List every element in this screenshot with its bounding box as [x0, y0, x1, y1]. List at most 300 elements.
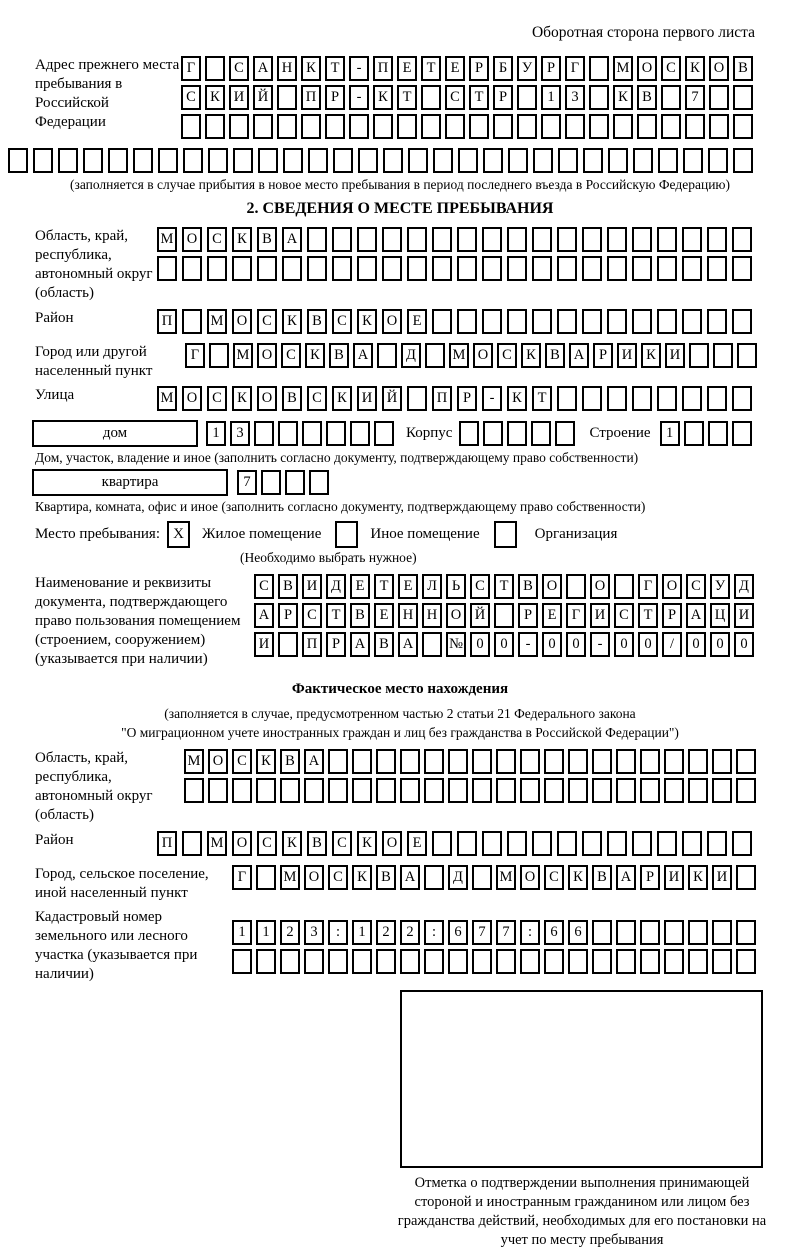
char-cell[interactable]: [357, 256, 377, 281]
char-cell[interactable]: [352, 749, 372, 774]
char-cell[interactable]: [207, 256, 227, 281]
char-cell[interactable]: [544, 949, 564, 974]
char-cell[interactable]: [657, 309, 677, 334]
char-cell[interactable]: 0: [686, 632, 706, 657]
char-cell[interactable]: [732, 386, 752, 411]
char-cell[interactable]: О: [304, 865, 324, 890]
char-cell[interactable]: [582, 309, 602, 334]
char-cell[interactable]: [382, 256, 402, 281]
char-cell[interactable]: 3: [304, 920, 324, 945]
char-cell[interactable]: [520, 778, 540, 803]
char-cell[interactable]: [457, 256, 477, 281]
char-cell[interactable]: К: [357, 831, 377, 856]
char-cell[interactable]: Ц: [710, 603, 730, 628]
char-cell[interactable]: С: [281, 343, 301, 368]
char-cell[interactable]: [445, 114, 465, 139]
char-cell[interactable]: [280, 949, 300, 974]
char-cell[interactable]: И: [302, 574, 322, 599]
char-cell[interactable]: [325, 114, 345, 139]
char-cell[interactable]: Д: [734, 574, 754, 599]
char-cell[interactable]: Й: [253, 85, 273, 110]
char-cell[interactable]: [658, 148, 678, 173]
char-cell[interactable]: 1: [206, 421, 226, 446]
char-cell[interactable]: И: [664, 865, 684, 890]
char-cell[interactable]: С: [470, 574, 490, 599]
char-cell[interactable]: К: [613, 85, 633, 110]
char-cell[interactable]: -: [482, 386, 502, 411]
char-cell[interactable]: Е: [542, 603, 562, 628]
char-cell[interactable]: [133, 148, 153, 173]
char-cell[interactable]: С: [328, 865, 348, 890]
char-cell[interactable]: [472, 865, 492, 890]
char-cell[interactable]: :: [520, 920, 540, 945]
char-cell[interactable]: С: [686, 574, 706, 599]
char-cell[interactable]: [496, 949, 516, 974]
char-cell[interactable]: В: [545, 343, 565, 368]
char-cell[interactable]: [557, 256, 577, 281]
char-cell[interactable]: [568, 949, 588, 974]
char-cell[interactable]: [328, 949, 348, 974]
char-cell[interactable]: [632, 309, 652, 334]
char-cell[interactable]: [432, 831, 452, 856]
char-cell[interactable]: [376, 749, 396, 774]
char-cell[interactable]: [424, 778, 444, 803]
char-cell[interactable]: [432, 309, 452, 334]
char-cell[interactable]: [708, 148, 728, 173]
checkbox-organization[interactable]: [494, 521, 517, 548]
char-cell[interactable]: П: [373, 56, 393, 81]
char-cell[interactable]: [205, 114, 225, 139]
char-cell[interactable]: [407, 227, 427, 252]
char-cell[interactable]: А: [254, 603, 274, 628]
char-cell[interactable]: [108, 148, 128, 173]
char-cell[interactable]: [357, 227, 377, 252]
char-cell[interactable]: [684, 421, 704, 446]
char-cell[interactable]: Т: [326, 603, 346, 628]
char-cell[interactable]: [233, 148, 253, 173]
char-cell[interactable]: [657, 386, 677, 411]
char-cell[interactable]: [448, 949, 468, 974]
char-cell[interactable]: 7: [685, 85, 705, 110]
char-cell[interactable]: [713, 343, 733, 368]
char-cell[interactable]: Т: [374, 574, 394, 599]
char-cell[interactable]: [256, 778, 276, 803]
char-cell[interactable]: [507, 831, 527, 856]
char-cell[interactable]: П: [157, 309, 177, 334]
char-cell[interactable]: Т: [421, 56, 441, 81]
char-cell[interactable]: [707, 309, 727, 334]
char-cell[interactable]: [407, 256, 427, 281]
char-cell[interactable]: [661, 114, 681, 139]
char-cell[interactable]: [592, 949, 612, 974]
char-cell[interactable]: В: [307, 831, 327, 856]
char-cell[interactable]: [533, 148, 553, 173]
char-cell[interactable]: [517, 114, 537, 139]
char-cell[interactable]: С: [497, 343, 517, 368]
char-cell[interactable]: [232, 256, 252, 281]
char-cell[interactable]: А: [398, 632, 418, 657]
char-cell[interactable]: О: [232, 831, 252, 856]
char-cell[interactable]: [616, 949, 636, 974]
char-cell[interactable]: О: [709, 56, 729, 81]
char-cell[interactable]: [682, 386, 702, 411]
char-cell[interactable]: [469, 114, 489, 139]
char-cell[interactable]: И: [617, 343, 637, 368]
char-cell[interactable]: [682, 831, 702, 856]
char-cell[interactable]: [566, 574, 586, 599]
char-cell[interactable]: [232, 778, 252, 803]
char-cell[interactable]: А: [282, 227, 302, 252]
char-cell[interactable]: Р: [326, 632, 346, 657]
char-cell[interactable]: П: [302, 632, 322, 657]
char-cell[interactable]: [707, 386, 727, 411]
char-cell[interactable]: [376, 949, 396, 974]
char-cell[interactable]: С: [207, 227, 227, 252]
char-cell[interactable]: О: [182, 386, 202, 411]
char-cell[interactable]: [736, 865, 756, 890]
char-cell[interactable]: [632, 227, 652, 252]
char-cell[interactable]: К: [282, 831, 302, 856]
char-cell[interactable]: М: [613, 56, 633, 81]
char-cell[interactable]: П: [157, 831, 177, 856]
char-cell[interactable]: [613, 114, 633, 139]
char-cell[interactable]: Д: [448, 865, 468, 890]
char-cell[interactable]: [689, 343, 709, 368]
char-cell[interactable]: [350, 421, 370, 446]
char-cell[interactable]: [376, 778, 396, 803]
char-cell[interactable]: [712, 949, 732, 974]
char-cell[interactable]: [209, 343, 229, 368]
char-cell[interactable]: [589, 114, 609, 139]
char-cell[interactable]: [256, 949, 276, 974]
char-cell[interactable]: [507, 227, 527, 252]
char-cell[interactable]: У: [517, 56, 537, 81]
char-cell[interactable]: [568, 778, 588, 803]
char-cell[interactable]: [328, 749, 348, 774]
char-cell[interactable]: [184, 778, 204, 803]
char-cell[interactable]: [425, 343, 445, 368]
char-cell[interactable]: [532, 227, 552, 252]
char-cell[interactable]: [494, 603, 514, 628]
char-cell[interactable]: [582, 386, 602, 411]
char-cell[interactable]: [459, 421, 479, 446]
char-cell[interactable]: Т: [397, 85, 417, 110]
char-cell[interactable]: -: [518, 632, 538, 657]
char-cell[interactable]: [507, 421, 527, 446]
char-cell[interactable]: С: [232, 749, 252, 774]
char-cell[interactable]: [557, 831, 577, 856]
char-cell[interactable]: [640, 778, 660, 803]
char-cell[interactable]: [664, 778, 684, 803]
char-cell[interactable]: [707, 831, 727, 856]
char-cell[interactable]: Г: [232, 865, 252, 890]
char-cell[interactable]: 6: [448, 920, 468, 945]
char-cell[interactable]: [280, 778, 300, 803]
char-cell[interactable]: Й: [382, 386, 402, 411]
char-cell[interactable]: [520, 949, 540, 974]
char-cell[interactable]: 7: [237, 470, 257, 495]
char-cell[interactable]: :: [328, 920, 348, 945]
char-cell[interactable]: М: [157, 227, 177, 252]
char-cell[interactable]: 1: [541, 85, 561, 110]
char-cell[interactable]: [182, 256, 202, 281]
char-cell[interactable]: [382, 227, 402, 252]
char-cell[interactable]: К: [301, 56, 321, 81]
char-cell[interactable]: [457, 309, 477, 334]
char-cell[interactable]: К: [232, 227, 252, 252]
char-cell[interactable]: [664, 749, 684, 774]
char-cell[interactable]: 2: [280, 920, 300, 945]
char-cell[interactable]: Н: [422, 603, 442, 628]
char-cell[interactable]: Е: [398, 574, 418, 599]
char-cell[interactable]: [332, 227, 352, 252]
char-cell[interactable]: [277, 114, 297, 139]
char-cell[interactable]: [328, 778, 348, 803]
char-cell[interactable]: [614, 574, 634, 599]
char-cell[interactable]: [472, 949, 492, 974]
char-cell[interactable]: [349, 114, 369, 139]
char-cell[interactable]: [532, 831, 552, 856]
char-cell[interactable]: [457, 227, 477, 252]
char-cell[interactable]: [33, 148, 53, 173]
char-cell[interactable]: [285, 470, 305, 495]
char-cell[interactable]: [482, 831, 502, 856]
char-cell[interactable]: А: [616, 865, 636, 890]
char-cell[interactable]: [352, 778, 372, 803]
char-cell[interactable]: А: [400, 865, 420, 890]
char-cell[interactable]: [632, 386, 652, 411]
char-cell[interactable]: 0: [566, 632, 586, 657]
char-cell[interactable]: [532, 256, 552, 281]
char-cell[interactable]: С: [544, 865, 564, 890]
char-cell[interactable]: [458, 148, 478, 173]
char-cell[interactable]: [632, 831, 652, 856]
char-cell[interactable]: К: [256, 749, 276, 774]
char-cell[interactable]: К: [305, 343, 325, 368]
char-cell[interactable]: [304, 778, 324, 803]
char-cell[interactable]: [632, 256, 652, 281]
char-cell[interactable]: [482, 227, 502, 252]
char-cell[interactable]: М: [207, 309, 227, 334]
char-cell[interactable]: В: [376, 865, 396, 890]
char-cell[interactable]: [707, 227, 727, 252]
char-cell[interactable]: 3: [230, 421, 250, 446]
char-cell[interactable]: К: [688, 865, 708, 890]
char-cell[interactable]: [358, 148, 378, 173]
char-cell[interactable]: [607, 227, 627, 252]
char-cell[interactable]: М: [496, 865, 516, 890]
char-cell[interactable]: Р: [493, 85, 513, 110]
char-cell[interactable]: Н: [277, 56, 297, 81]
char-cell[interactable]: [208, 778, 228, 803]
char-cell[interactable]: [557, 309, 577, 334]
char-cell[interactable]: [688, 949, 708, 974]
char-cell[interactable]: Г: [181, 56, 201, 81]
char-cell[interactable]: [589, 85, 609, 110]
char-cell[interactable]: О: [637, 56, 657, 81]
char-cell[interactable]: 0: [470, 632, 490, 657]
char-cell[interactable]: [712, 778, 732, 803]
char-cell[interactable]: Т: [469, 85, 489, 110]
char-cell[interactable]: [640, 920, 660, 945]
char-cell[interactable]: [664, 920, 684, 945]
char-cell[interactable]: [307, 227, 327, 252]
char-cell[interactable]: [457, 831, 477, 856]
char-cell[interactable]: 2: [400, 920, 420, 945]
char-cell[interactable]: [483, 421, 503, 446]
char-cell[interactable]: [736, 778, 756, 803]
char-cell[interactable]: Ь: [446, 574, 466, 599]
char-cell[interactable]: И: [665, 343, 685, 368]
char-cell[interactable]: [433, 148, 453, 173]
char-cell[interactable]: 1: [352, 920, 372, 945]
char-cell[interactable]: [377, 343, 397, 368]
char-cell[interactable]: О: [182, 227, 202, 252]
char-cell[interactable]: [657, 831, 677, 856]
char-cell[interactable]: К: [357, 309, 377, 334]
char-cell[interactable]: [326, 421, 346, 446]
char-cell[interactable]: [496, 749, 516, 774]
char-cell[interactable]: [582, 831, 602, 856]
char-cell[interactable]: О: [257, 386, 277, 411]
char-cell[interactable]: В: [518, 574, 538, 599]
char-cell[interactable]: [157, 256, 177, 281]
char-cell[interactable]: К: [232, 386, 252, 411]
char-cell[interactable]: [374, 421, 394, 446]
char-cell[interactable]: 1: [232, 920, 252, 945]
char-cell[interactable]: [304, 949, 324, 974]
char-cell[interactable]: [422, 632, 442, 657]
char-cell[interactable]: [708, 421, 728, 446]
char-cell[interactable]: [531, 421, 551, 446]
char-cell[interactable]: А: [686, 603, 706, 628]
char-cell[interactable]: С: [332, 831, 352, 856]
char-cell[interactable]: К: [685, 56, 705, 81]
char-cell[interactable]: Т: [532, 386, 552, 411]
char-cell[interactable]: [283, 148, 303, 173]
char-cell[interactable]: К: [352, 865, 372, 890]
char-cell[interactable]: [182, 309, 202, 334]
char-cell[interactable]: С: [307, 386, 327, 411]
char-cell[interactable]: С: [445, 85, 465, 110]
char-cell[interactable]: [737, 343, 757, 368]
char-cell[interactable]: [408, 148, 428, 173]
char-cell[interactable]: [432, 256, 452, 281]
char-cell[interactable]: С: [229, 56, 249, 81]
char-cell[interactable]: [229, 114, 249, 139]
char-cell[interactable]: [607, 256, 627, 281]
char-cell[interactable]: [308, 148, 328, 173]
char-cell[interactable]: О: [520, 865, 540, 890]
char-cell[interactable]: [424, 749, 444, 774]
char-cell[interactable]: С: [257, 309, 277, 334]
char-cell[interactable]: С: [181, 85, 201, 110]
char-cell[interactable]: О: [257, 343, 277, 368]
char-cell[interactable]: [448, 749, 468, 774]
char-cell[interactable]: К: [373, 85, 393, 110]
char-cell[interactable]: 0: [710, 632, 730, 657]
char-cell[interactable]: [352, 949, 372, 974]
char-cell[interactable]: В: [592, 865, 612, 890]
char-cell[interactable]: /: [662, 632, 682, 657]
char-cell[interactable]: [607, 309, 627, 334]
char-cell[interactable]: [407, 386, 427, 411]
char-cell[interactable]: С: [332, 309, 352, 334]
char-cell[interactable]: В: [257, 227, 277, 252]
char-cell[interactable]: А: [353, 343, 373, 368]
char-cell[interactable]: О: [208, 749, 228, 774]
char-cell[interactable]: [256, 865, 276, 890]
char-cell[interactable]: [181, 114, 201, 139]
char-cell[interactable]: В: [637, 85, 657, 110]
char-cell[interactable]: [183, 148, 203, 173]
char-cell[interactable]: [664, 949, 684, 974]
char-cell[interactable]: [568, 749, 588, 774]
char-cell[interactable]: [482, 256, 502, 281]
char-cell[interactable]: [607, 386, 627, 411]
char-cell[interactable]: [258, 148, 278, 173]
char-cell[interactable]: Е: [445, 56, 465, 81]
char-cell[interactable]: [397, 114, 417, 139]
char-cell[interactable]: [448, 778, 468, 803]
char-cell[interactable]: [253, 114, 273, 139]
char-cell[interactable]: [558, 148, 578, 173]
char-cell[interactable]: [424, 865, 444, 890]
char-cell[interactable]: 7: [472, 920, 492, 945]
char-cell[interactable]: Г: [638, 574, 658, 599]
char-cell[interactable]: О: [382, 309, 402, 334]
char-cell[interactable]: К: [568, 865, 588, 890]
char-cell[interactable]: [309, 470, 329, 495]
char-cell[interactable]: [688, 778, 708, 803]
char-cell[interactable]: [616, 749, 636, 774]
char-cell[interactable]: [472, 778, 492, 803]
char-cell[interactable]: С: [257, 831, 277, 856]
char-cell[interactable]: [508, 148, 528, 173]
char-cell[interactable]: №: [446, 632, 466, 657]
char-cell[interactable]: [685, 114, 705, 139]
char-cell[interactable]: Р: [593, 343, 613, 368]
char-cell[interactable]: [565, 114, 585, 139]
char-cell[interactable]: 0: [494, 632, 514, 657]
char-cell[interactable]: [507, 256, 527, 281]
char-cell[interactable]: 6: [568, 920, 588, 945]
char-cell[interactable]: [732, 227, 752, 252]
char-cell[interactable]: [254, 421, 274, 446]
char-cell[interactable]: М: [233, 343, 253, 368]
char-cell[interactable]: [733, 114, 753, 139]
char-cell[interactable]: М: [157, 386, 177, 411]
char-cell[interactable]: [277, 85, 297, 110]
char-cell[interactable]: [400, 778, 420, 803]
char-cell[interactable]: Д: [401, 343, 421, 368]
char-cell[interactable]: И: [734, 603, 754, 628]
char-cell[interactable]: [640, 749, 660, 774]
char-cell[interactable]: [583, 148, 603, 173]
char-cell[interactable]: [608, 148, 628, 173]
char-cell[interactable]: [688, 749, 708, 774]
char-cell[interactable]: [709, 114, 729, 139]
char-cell[interactable]: [732, 309, 752, 334]
char-cell[interactable]: [383, 148, 403, 173]
char-cell[interactable]: [333, 148, 353, 173]
char-cell[interactable]: [616, 778, 636, 803]
char-cell[interactable]: [733, 85, 753, 110]
char-cell[interactable]: [83, 148, 103, 173]
checkbox-other-premises[interactable]: [335, 521, 358, 548]
char-cell[interactable]: К: [641, 343, 661, 368]
char-cell[interactable]: [657, 256, 677, 281]
